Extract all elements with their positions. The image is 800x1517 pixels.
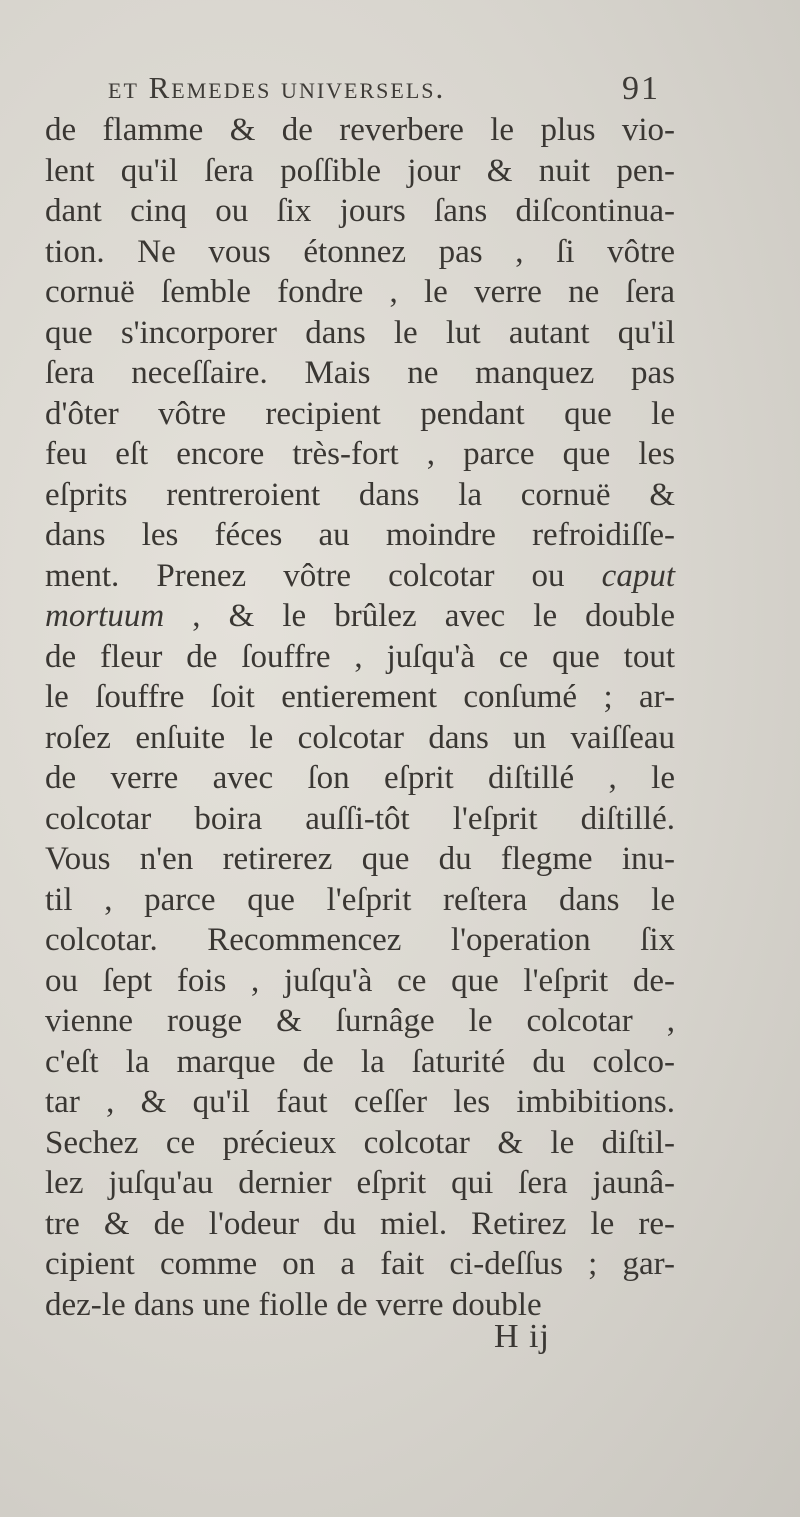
text-line: cornuë ſemble fondre , le verre ne ſera [45, 274, 675, 310]
text-line: mortuum , & le brûlez avec le double [45, 598, 675, 634]
text-line: tre & de l'odeur du miel. Retirez le re- [45, 1205, 675, 1242]
text-line: vienne rouge & ſurnâge le colcotar , [45, 1003, 675, 1039]
text-line: cipient comme on a fait ci-deſſus ; gar- [45, 1246, 675, 1282]
text-line: dant cinq ou ſix jours ſans diſcontinua- [45, 193, 675, 229]
page-number: 91 [622, 70, 660, 107]
text-line: lent qu'il ſera poſſible jour & nuit pen- [45, 152, 675, 189]
text-line: de flamme & de reverbere le plus vio- [45, 112, 675, 148]
signature-mark: H ij [494, 1318, 550, 1355]
text-line: le ſouffre ſoit entierement conſumé ; ar- [45, 679, 675, 715]
text-line: de fleur de ſouffre , juſqu'à ce que tout [45, 638, 675, 675]
text-line: ment. Prenez vôtre colcotar ou caput [45, 557, 675, 594]
text-line: roſez enſuite le colcotar dans un vaiſſeau [45, 719, 675, 756]
text-line: Sechez ce précieux colcotar & le diſtil- [45, 1124, 675, 1161]
text-line: dez-le dans une fiolle de verre double [45, 1286, 542, 1323]
latin-term: caput [601, 557, 675, 594]
text-line: dans les féces au moindre refroidiſſe- [45, 517, 675, 553]
text-line: colcotar boira auſſi-tôt l'eſprit diſtillé. [45, 800, 675, 837]
text-line: c'eſt la marque de la ſaturité du colco- [45, 1043, 675, 1080]
text-line: feu eſt encore très-fort , parce que les [45, 436, 675, 472]
running-title: et Remedes universels. [108, 70, 446, 105]
body-text [45, 110, 675, 1325]
text-line: til , parce que l'eſprit reſtera dans le [45, 881, 675, 918]
text-line: de verre avec ſon eſprit diſtillé , le [45, 760, 675, 796]
latin-term: mortuum [45, 598, 165, 634]
running-header [108, 70, 668, 110]
text-line: d'ôter vôtre recipient pendant que le [45, 395, 675, 432]
text-line: ſera neceſſaire. Mais ne manquez pas [45, 355, 675, 391]
text-line: tar , & qu'il faut ceſſer les imbibitions. [45, 1084, 675, 1120]
text-line: eſprits rentreroient dans la cornuë & [45, 476, 675, 513]
text-line: lez juſqu'au dernier eſprit qui ſera jaunâ- [45, 1165, 675, 1201]
text-line: colcotar. Recommencez l'operation ſix [45, 922, 675, 958]
text-line: Vous n'en retirerez que du flegme inu- [45, 841, 675, 877]
text-line: ou ſept fois , juſqu'à ce que l'eſprit de- [45, 962, 675, 999]
text-line: tion. Ne vous étonnez pas , ſi vôtre [45, 233, 675, 270]
text-line: que s'incorporer dans le lut autant qu'il [45, 314, 675, 351]
